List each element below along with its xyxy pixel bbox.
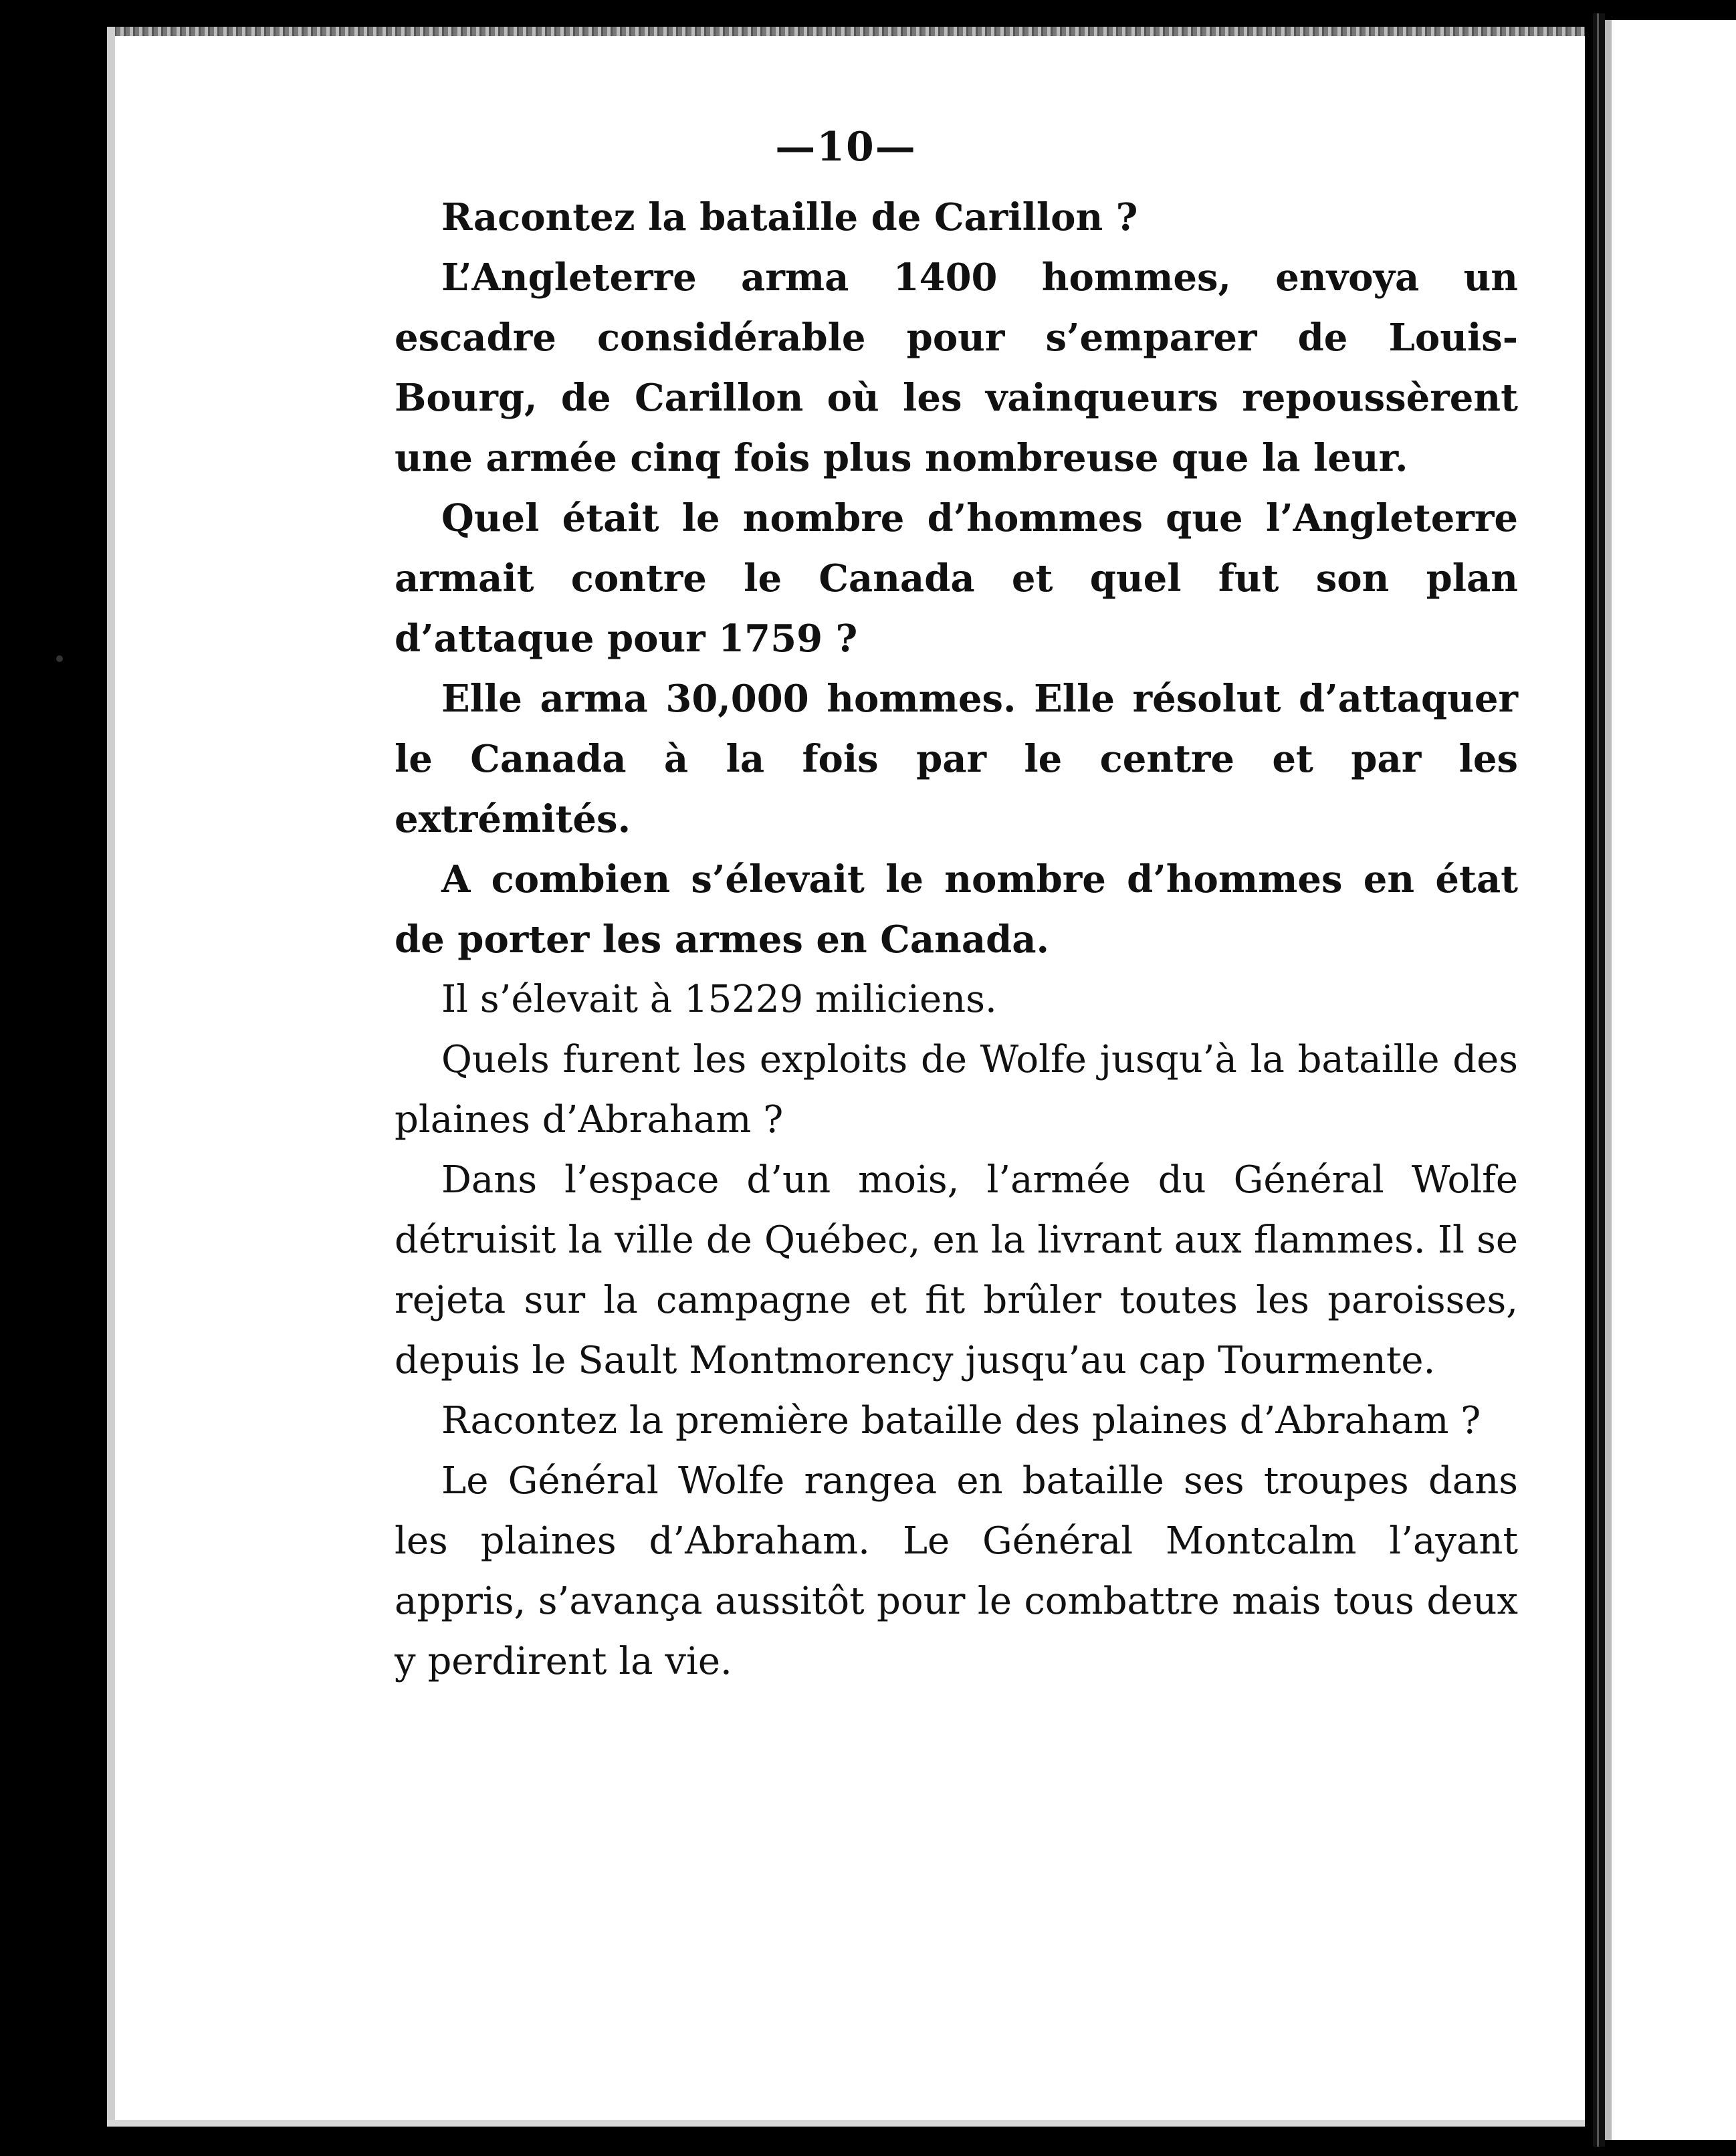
page-number: —10—: [775, 124, 917, 171]
paragraph-question: Quel était le nombre d’hommes que l’Angleterre armait contre le Canada et quel fut son plan d’attaque pour 1759 ?: [395, 496, 1518, 661]
paragraph-answer: Dans l’espace d’un mois, l’armée du Général Wolfe détruisit la ville de Québec, en la livrant aux flammes. Il se rejeta sur la campagne et fit brûler toutes les paroisses, depuis le Sault Montmorency jusqu’au cap Tourmente.: [395, 1158, 1518, 1382]
paragraph-answer: L’Angleterre arma 1400 hommes, envoya un escadre considérable pour s’emparer de Louis-Bourg, de Carillon où les vainqueurs repoussèrent une armée cinq fois plus nombreuse que la leur.: [395, 255, 1518, 480]
page-top-edge: [107, 27, 1585, 36]
facing-page-edge: [1605, 20, 1612, 2140]
book-page: [107, 27, 1585, 2127]
paragraph-answer: Elle arma 30,000 hommes. Elle résolut d’attaquer le Canada à la fois par le centre et par les extrémités.: [395, 677, 1518, 841]
paragraph-answer: Il s’élevait à 15229 miliciens.: [441, 978, 997, 1021]
page-bottom-edge: [107, 2120, 1585, 2127]
facing-page-sliver: [1605, 20, 1736, 2140]
paragraph-question: A combien s’élevait le nombre d’hommes en état de porter les armes en Canada.: [395, 857, 1518, 962]
paragraph-question: Racontez la première bataille des plaines d’Abraham ?: [441, 1399, 1481, 1442]
text-column: [395, 187, 1518, 1692]
page-left-edge: [107, 27, 115, 2127]
book-spine: [1593, 13, 1605, 2147]
paragraph-question: Quels furent les exploits de Wolfe jusqu’à la bataille des plaines d’Abraham ?: [395, 1038, 1518, 1142]
paragraph-question: Racontez la bataille de Carillon ?: [441, 195, 1138, 239]
scan-speck: [56, 655, 63, 662]
paragraph-answer: Le Général Wolfe rangea en bataille ses troupes dans les plaines d’Abraham. Le Général Montcalm l’ayant appris, s’avança aussitôt pour le combattre mais tous deux y perdirent la vie.: [395, 1459, 1518, 1683]
